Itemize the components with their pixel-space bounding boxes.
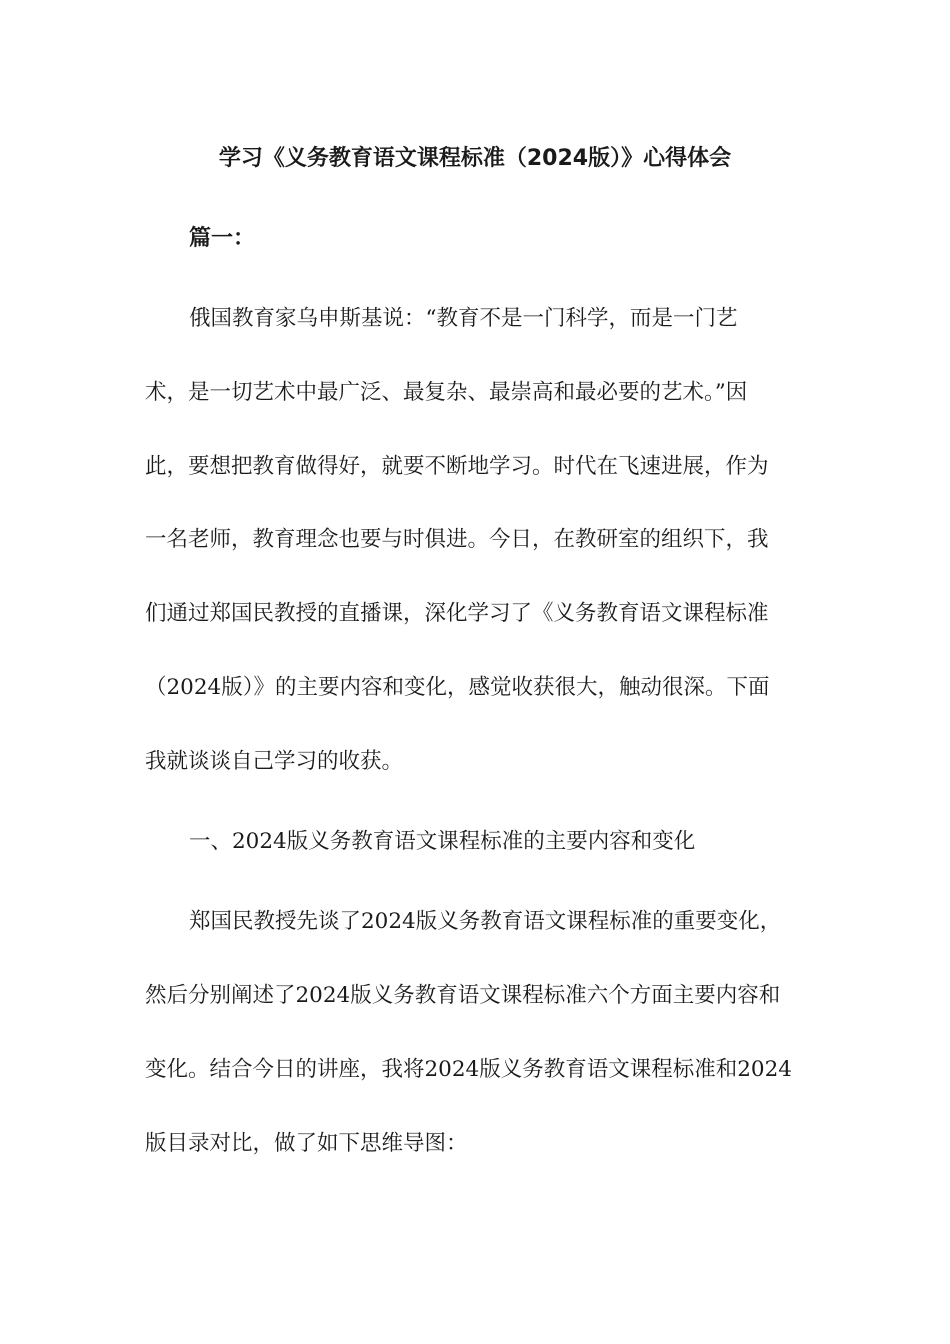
paragraph-line: 俄国教育家乌申斯基说：“教育不是一门科学，而是一门艺 [189, 306, 738, 331]
paragraph-line: 我就谈谈自己学习的收获。 [145, 749, 404, 774]
paragraph-line: 此，要想把教育做得好，就要不断地学习。时代在飞速进展，作为 [145, 454, 769, 479]
paragraph-line: 然后分别阐述了2024版义务教育语文课程标准六个方面主要内容和 [145, 983, 781, 1008]
paragraph-line: 变化。结合今日的讲座，我将2024版义务教育语文课程标准和2024 [145, 1057, 792, 1082]
paragraph-line: （2024版）》的主要内容和变化，感觉收获很大，触动很深。下面 [145, 675, 770, 700]
section-heading: 篇一： [189, 226, 256, 251]
section-subheading: 一、2024版义务教育语文课程标准的主要内容和变化 [189, 829, 696, 854]
paragraph-line: 一名老师，教育理念也要与时俱进。今日，在教研室的组织下，我 [145, 527, 769, 552]
document-title: 学习《义务教育语文课程标准（2024版）》心得体会 [218, 146, 732, 171]
paragraph-line: 们通过郑国民教授的直播课，深化学习了《义务教育语文课程标准 [145, 601, 769, 626]
paragraph-line: 版目录对比，做了如下思维导图： [145, 1131, 468, 1156]
paragraph-line: 术，是一切艺术中最广泛、最复杂、最崇高和最必要的艺术。”因 [145, 380, 748, 405]
paragraph-line: 郑国民教授先谈了2024版义务教育语文课程标准的重要变化， [189, 909, 782, 934]
